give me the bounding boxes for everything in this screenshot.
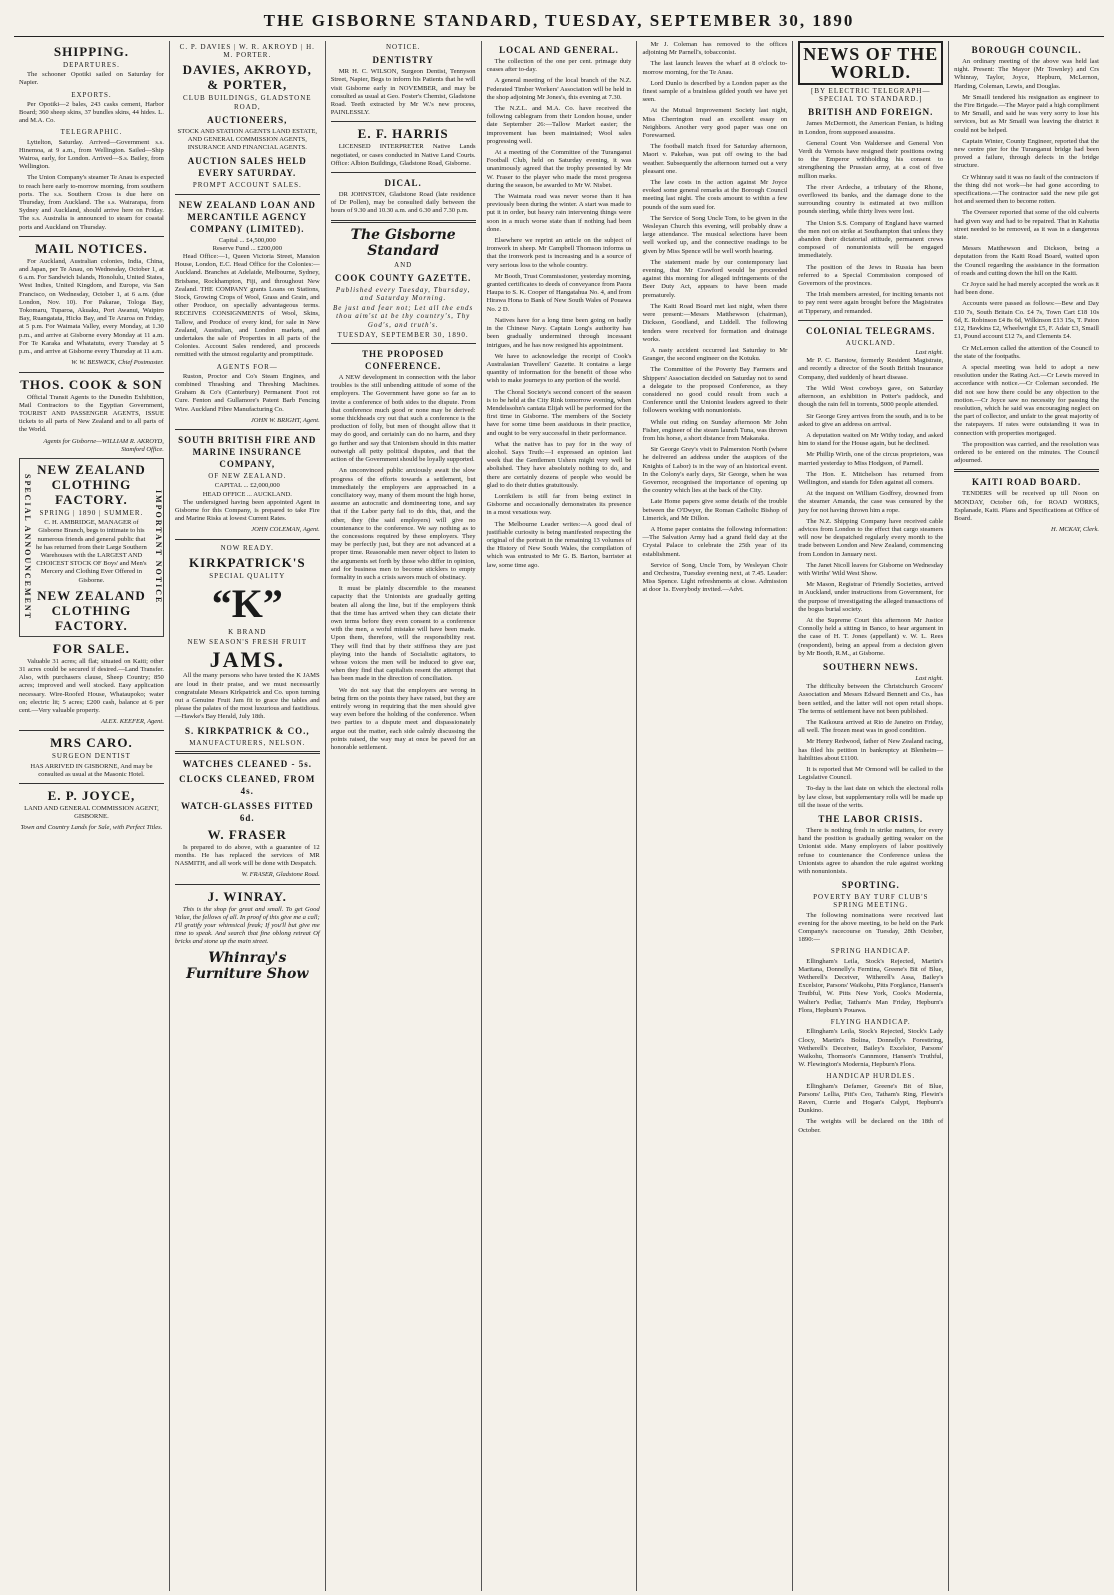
joyce-footer: Town and Country Lands for Sale, with Perfect Titles.	[20, 824, 163, 832]
bf-item-4: The Union S.S. Company of England have warned the men not on strike at Southampton that unless they abandon their dictatorial attitude, permanent crews composed of nonunionists will be engaged immediately.	[798, 219, 944, 260]
bc-item-3: Captain Winter, County Engineer, reported that the new centre pier for the Turanganui bridge had been proved a failure, through defects in the bridge structure.	[954, 137, 1100, 170]
nzloan-heading: NEW ZEALAND LOAN AND MERCANTILE AGENCY COMPANY (LIMITED).	[178, 199, 316, 234]
agents-text: Ruston, Proctor and Co's Steam Engines, and combined Thrashing and Threshing Machines. Graham & Co's (Canterbury) Permanent Foot rot Cure. Fenton and Gullamore's Patent Barb Fencing Wire. Auckland Fibre Manufacturing Co.	[174, 372, 320, 413]
forsale-signature: ALEX. KEEFER, Agent.	[100, 718, 164, 726]
sbfire-subheading: OF NEW ZEALAND.	[208, 472, 287, 481]
clothing-advert	[19, 458, 164, 637]
local-item-5: The Waimata road was never worse than it has previously been during the winter. A start was made to put it in order, but heavy rain intervening things were soon in a much worse state than if nothing had been done.	[486, 193, 632, 233]
dentistry-heading: DENTISTRY	[372, 55, 434, 66]
caro-text: HAS ARRIVED IN GISBORNE, And may be consulted as usual at the Masonic Hotel.	[30, 762, 153, 778]
local-item-7: Mr Booth, Trust Commissioner, yesterday morning, granted certificates to deeds of conveyance from Paora Haupa to S. K. Cooper of Hangatahua No. 4, and from Hirawa Hona to Bank of New South Wales of Pouawa No. 2 D.	[486, 272, 632, 313]
column-6	[793, 41, 949, 1591]
cook-text: Official Transit Agents to the Dunedin Exhibition, Mail Contractors to the Egyptian Government, TOURIST AND PASSENGER AGENTS, ISSUE tickets to all parts of New Zealand and to all parts of the World.	[19, 393, 164, 434]
local-item-2: A general meeting of the local branch of the N.Z. Federated Timber Workers' Association will be held in the shop adjoining Mr Jones's, this evening at 7.30.	[486, 77, 632, 101]
column-1	[14, 41, 170, 1591]
johnston-text: DR JOHNSTON, Gladstone Road (late residence of Dr Pollen), may be consulted daily between the hours of 9.30 and 10.30 a.m. and 6.30 and 7.30 p.m.	[330, 191, 476, 215]
local-item-13: The Melbourne Leader writes:—A good deal of justifiable curiosity is being manifested respecting the original of the portrait in the remaining 13 volumes of the History of New South Wales, the compilation of which was entrusted to Mr G. B. Barton, barrister at law, some time ago.	[486, 520, 632, 569]
mail-heading: MAIL NOTICES.	[35, 240, 148, 256]
british-foreign-heading: BRITISH AND FOREIGN.	[808, 107, 934, 118]
hurdles-heading: HANDICAP HURDLES.	[826, 1072, 916, 1081]
watches-line-3: WATCH-GLASSES FITTED 6d.	[180, 800, 314, 823]
sn-item-4: It is reported that Mr Ormond will be called to the Legislative Council.	[798, 766, 944, 782]
local-item-22: The Kaiti Road Board met last night, when there were present:—Messrs Matthewson (chairman), Dickson, Goodland, and Liddell. The following tenders were received for formation and drainage works.	[642, 302, 788, 343]
column-2	[170, 41, 326, 1591]
column-5	[637, 41, 793, 1591]
sn-item-2: The Kaikoura arrived at Rio de Janeiro on Friday, all well. The frozen meat was in good condition.	[798, 719, 944, 735]
paper-date: TUESDAY, SEPTEMBER 30, 1890.	[337, 330, 469, 339]
paper-subtitle: COOK COUNTY GAZETTE.	[334, 272, 472, 283]
clothing-text: C. H. AMBRIDGE, MANAGER of Gisborne Branch, begs to intimate to his numerous friends and general public that he has returned from their Large Southern Warehouses with the LARGEST AND CHOICEST STOCK OF Boys' and Men's Mercery and Clothing Ever Offered in Gisborne.	[36, 519, 147, 584]
sporting-subheading: POVERTY BAY TURF CLUB'S SPRING MEETING.	[813, 893, 929, 910]
local-item-15: The last launch leaves the wharf at 8 o'clock to-morrow morning, for the Te Anau.	[642, 60, 788, 76]
bc-item-8: Accounts were passed as follows:—Bew and Day £10 7s, South Britain Co. £4 7s, Town Cart £18 10s 6d, E. Robinson £4 8s 6d, Wilkinson £13 15s, T. Paton £12, Hawkins £2, Wheelwright £5, F. Adair £3, Smaill £1, Pound account £12 7s, and Clements £4.	[954, 300, 1100, 341]
sn-item-5: To-day is the last date on which the electoral rolls by law close, but supplementary rolls will be made up till the issue of the writs.	[798, 785, 944, 809]
conference-text-2: An unconvinced public anxiously await the slow progress of the efforts towards a settlement, but immediately the employers are approached in a conciliatory way, many of them mount the high horse, assume an autocratic and domineering tone, and say that if the Labor party fail to do this, that, and the other, they (the said employers) will give no countenance to the conference. We say nothing as to the concessions required by these employers. They may be perfectly just, but they are not advanced at a proper time. Reasonable men never object to listen to the arguments set forth by those who differ in opinion, and for business men to become sticklers to empty formality in such a crisis savors much of obstinacy.	[330, 467, 476, 581]
nzloan-text: Head Office:—1, Queen Victoria Street, Mansion House, London, E.C. Head Office for the Colonies:—Auckland. Branches at Adelaide, Melbourne, Sydney, Brisbane, Rockhampton, Fiji, and throughout New Zealand. THE COMPANY grants Loans on Stations, Stock, Growing Crops of Wool, Grass and Grain, and other Produce, on specially advantageous terms. RECEIVES CONSIGNMENTS of Wool, Skins, Tallow, and Produce of every kind, for sale in New Zealand, Australian, and London markets, and undertakes the sale of Properties in all parts of the Colonies. Account Sales rendered, and proceeds remitted with the utmost regularity and promptitude.	[174, 253, 320, 359]
bf-item-3: The river Ardeche, a tributary of the Rhone, overflowed its banks, and the damage done to the surrounding country is estimated at two million pounds sterling, while thirty lives were lost.	[798, 183, 944, 216]
dentistry-text: MR H. C. WILSON, Surgeon Dentist, Tennyson Street, Napier, Begs to inform his Patients that he will visit Gisborne early in NOVEMBER, and may be consulted as usual at Geo. Foster's Chemist, Gladstone Road. Teeth extracted by Mr W.'s new process, PAINLESSLY.	[330, 68, 476, 117]
conference-heading: THE PROPOSED CONFERENCE.	[362, 349, 445, 372]
column-4	[482, 41, 638, 1591]
local-item-16: Lord Dunlo is described by a London paper as the finest sample of a brainless gilded youth we have yet seen.	[642, 79, 788, 104]
ct-item-1: Mr P. C. Barstow, formerly Resident Magistrate, and recently a director of the South British Insurance Company, died suddenly of heart disease.	[798, 357, 944, 381]
ct-item-5: Mr Phillip Wirth, one of the circus proprietors, was married yesterday to Miss Hodgson, of Parnell.	[798, 451, 944, 467]
firm-address: CLUB BUILDINGS, GLADSTONE ROAD,	[183, 94, 312, 111]
bc-item-5: The Overseer reported that some of the old culverts had given way and had to be repaired. That in Kahutia street needed to be removed, as it was in a dangerous state.	[954, 209, 1100, 242]
kirk-season: NEW SEASON'S FRESH FRUIT	[187, 638, 308, 647]
local-item-20: The Service of Song Uncle Tom, to be given in the Wesleyan Church this evening, will probably draw a large attendance. The musical selections have been well worked up, and the connective readings to be given by Miss Spence will be well worth hearing.	[642, 214, 788, 255]
local-item-21: The statement made by our contemporary last evening, that Mr Crawford would be proceeded against this morning for alleged infringements of the Beer Duty Act, appears to have been made prematurely.	[642, 258, 788, 299]
auctioneers-heading: AUCTIONEERS,	[207, 114, 288, 125]
agents-heading: AGENTS FOR—	[216, 362, 278, 371]
paper-title: The Gisborne Standard	[350, 226, 456, 259]
local-item-9: We have to acknowledge the receipt of Cook's Australasian Travellers' Gazette. It contains a large quantity of information for the benefit of those who wish to make journeys to any portion of the world.	[486, 352, 632, 385]
bc-item-1: An ordinary meeting of the above was held last night. Present: The Mayor (Mr Townley) and Crs Whinray, Taylor, Joyce, Hepburn, McLernon, Harding, Coleman, Lewis, and Douglas.	[954, 58, 1100, 90]
cook-signature: Agents for Gisborne—WILLIAM R. AKROYD, Stamford Office.	[43, 437, 164, 453]
ct-item-7: At the inquest on William Godfrey, drowned from the steamer Amanda, the case was censured by the jury for not having thrown him a rope.	[798, 490, 944, 514]
kaiti-road-board-text: TENDERS will be received up till Noon on MONDAY, October 6th, for ROAD WORKS, Esplanade, Kaiti. Plans and Specifications at Office of Board.	[954, 490, 1100, 522]
conference-text-3: It must be plainly discernible to the meanest capacity that the Unionists are gradually getting beaten all along the line, but if the employers think that the time has arrived when they can dictate their own terms before they even consent to a conference with the men, a woful mistake will have been made. Upon them, therefore, will the responsibility rest. They will find that by their stiffness they are just playing into the hands of Socialistic agitators, to whose voices the men will be induced to give ear, when they find that capitalists resent the attempt that has been made in the direction of conciliation.	[330, 585, 476, 683]
firm-partners: C. P. DAVIES | W. R. AKROYD | H. M. PORTER.	[179, 43, 315, 60]
sporting-heading: SPORTING.	[841, 880, 900, 891]
forsale-heading: FOR SALE.	[52, 640, 130, 656]
notice-heading: NOTICE.	[385, 43, 421, 51]
spring-handicap-heading: SPRING HANDICAP.	[830, 947, 911, 956]
local-item-26: Sir George Grey's visit to Palmerston North (where he delivered an address under the auspices of the Knights of Labor) is in the way of an historical event. In the Colony's early days, Sir George, when he was Governor, recognised the importance of opening up the country which lies at the back of the City.	[642, 446, 788, 495]
prompt-sales: PROMPT ACCOUNT SALES.	[192, 181, 302, 190]
colonial-telegrams-heading: COLONIAL TELEGRAMS.	[806, 325, 936, 336]
shipping-heading: SHIPPING.	[53, 44, 129, 59]
sn-item-3: Mr Henry Redwood, father of New Zealand racing, has filed his petition in bankruptcy at Blenheim—liabilities about £1100.	[798, 738, 944, 762]
ct-item-2: The Wild West cowboys gave, on Saturday afternoon, an exhibition in Potter's paddock, and though the rain fell in torrents, 5000 people attended.	[798, 384, 944, 409]
local-item-17: At the Mutual Improvement Society last night, Miss Cherrington read an excellent essay on Neighbors. Another very good paper was one on Forewarned.	[642, 107, 788, 140]
bf-item-1: James McDermott, the American Fenian, is hiding in London, from supposed assassins.	[798, 120, 944, 136]
winray-heading: J. WINRAY.	[207, 888, 287, 904]
now-ready: NOW READY.	[220, 543, 274, 552]
local-item-29: Service of Song, Uncle Tom, by Wesleyan Choir and Orchestra, Tuesday evening next, at 7.45. Leader: Miss Spence. Light refreshments at close. Admission at door 1s. Everybody invited.—Advt.	[642, 561, 788, 594]
local-heading: LOCAL AND GENERAL.	[499, 45, 619, 55]
nzloan-capital: Capital ... £4,500,000	[218, 236, 276, 244]
sbfire-capital: CAPITAL ... £2,000,000	[214, 482, 280, 490]
sporting-text-2: Ellingham's Leila, Stock's Rejected, Martin's Maritana, Donnelly's Ferntina, Greene's Bit of Blue, Wetherell's Deceiver, Witherell's Assa, Bailey's Excelsior, Parsons' Waikohu, Pitts Forglance, Hansen's Trutbful, W. Pitts New York, Cook's Modernia, Walter's Pedlar, Tatham's Man Friday, Hepburn's Flora, Hepburn's Pouawa.	[798, 957, 944, 1014]
local-item-14: Mr J. Coleman has removed to the offices adjoining Mr Parnell's, tobacconist.	[642, 41, 788, 57]
clothing-side-right: IMPORTANT NOTICE	[153, 490, 163, 605]
local-item-19: The law costs in the action against Mr Joyce evoked some general remarks at the Borough Council meeting last night. The costs amount to within a few pounds of the sum sued for.	[642, 179, 788, 211]
sbfire-office: HEAD OFFICE ... AUCKLAND.	[202, 490, 292, 498]
local-item-18: The football match fixed for Saturday afternoon, Maori v. Pakehas, was put off owing to the bad weather. Subsequently the afternoon turned out a very pleasant one.	[642, 143, 788, 175]
sporting-text-1: The following nominations were received last evening for the above meeting, to be held on the Park Company's racecourse on Tuesday, 28th October, 1890:—	[798, 911, 944, 944]
kirk-brand: K BRAND	[228, 627, 267, 636]
fraser-text: Is prepared to do above, with a guarantee of 12 months. He has replaced the services of MR NASMITH, and all work will be done with Despatch.	[174, 843, 320, 868]
exports-text: Per Opotiki—2 bales, 243 casks cement, Harbor Board; 360 sheep skins, 37 bundles skins, 44 hides. L. and M.A. Co.	[19, 100, 164, 125]
caro-subheading: SURGEON DENTIST	[51, 752, 131, 761]
local-item-4: At a meeting of the Committee of the Turanganui Football Club, held on Saturday evening, it was unanimously agreed that the trophy presented by Mr W. Fraser to the player who made the most progress during the season, be awarded to Mr W. Nisbet.	[486, 149, 632, 189]
bc-item-10: A special meeting was held to adopt a new resolution under the Rating Act.—Cr Lewis moved in accordance with notice.—Cr Coleman seconded. He did not see how there could be any objection to the motion.—Cr Joyce saw no necessity for passing the resolution, which he said was encouraging neglect on the part of collector, and unfair to the great majority of the ratepayers. If rates were outstanding it was in connection with properties mortgaged.	[954, 363, 1100, 437]
auction-days: AUCTION SALES HELD EVERY SATURDAY.	[187, 156, 307, 179]
southern-news-heading: SOUTHERN NEWS.	[822, 661, 919, 672]
local-item-25: While out riding on Sunday afternoon Mr John Fisher, engineer of the steam launch Tuna, was thrown from his horse, a short distance from Makaraka.	[642, 418, 788, 442]
local-item-8: Natives have for a long time been going on badly in the Chinese Navy. Captain Long's authority has been gradually undermined through incessant intrigues, and he has now resigned his appointment.	[486, 316, 632, 349]
local-item-24: The Committee of the Poverty Bay Farmers and Shippers' Association decided on Saturday not to send a delegate to the proposed Conference, as they considered no good could result from such a Conference until the Unionist leaders agreed to their followers working with nonunionists.	[642, 366, 788, 415]
clothing-side-left: SPECIAL ANNOUNCEMENT	[23, 474, 32, 621]
winray-footer: Whinray's Furniture Show	[186, 949, 309, 982]
labor-crisis-text: There is nothing fresh in strike matters, for every hand the position is gradually getting weaker on the Unionist side. Many employers of labor positively refuse to countenance the Conference unless the Unionists agree to abandon the rule against working with nonunionists.	[798, 827, 944, 876]
agents-signature: JOHN W. BRIGHT, Agent.	[250, 416, 320, 424]
winray-text: This is the shop for great and small. To get Good Value, the fellows of all. In proof of this give me a call; I'll gratify your whimsical freak; If you'll but give me time to speak. And search that fine oblong retreat Of bricks and stone up the main street.	[174, 905, 320, 946]
exports-heading: EXPORTS.	[71, 90, 112, 99]
sbfire-signature: JOHN COLEMAN, Agent.	[251, 526, 320, 534]
forsale-text: Valuable 31 acres; all flat; situated on Kaiti; other 31 acres could be secured if desired.—Land Transfer. Also, with purchasers clause, Sheep Country; 850 acres; improved and well stocked. Easy application necessary. Wire-Roofed House, Whataupoko; water on; electric lit; 5 acres; £200 cash, balance at 6 per cent.—Very valuable property.	[19, 657, 164, 714]
mail-text: For Auckland, Australian colonies, India, China, and Japan, per Te Anau, on Wednesday, October 1, at 6 a.m. For Sandwich Islands, Honolulu, United States, West Indies, United Kingdom, and Europe, via San Francisco, on Wednesday, October 1, at 6 a.m. (due London, Nov. 10). For Pakarae, Tologa Bay, Tokomaru, Tuparoa, Akuaku, Port Awanui, Waipiro Bay, Ruangatata, Hicks Bay, and Te Araroa on Friday, at 5 p.m. For Waimata Valley, every Monday, at 1.30 p.m., and arrive at Gisborne every Monday at 11 a.m. For Te Karaka and Whatatutu, every Tuesday at 5 p.m., and arrive at Gisborne every Thursday at 11 a.m.	[19, 257, 164, 356]
local-item-27: Late Home papers give some details of the trouble between the O'Dwyer, the Roman Catholic Bishop of Limerick, and Mr Dillon.	[642, 498, 788, 522]
local-item-3: The N.Z.L. and M.A. Co. have received the following cablegram from their London house, under date September 26:—Tallow Market easier; the improvement has been maintained; Wool sales progressing well.	[486, 105, 632, 145]
union-text: The Union Company's steamer Te Anau is expected to reach here early to-morrow morning, from southern ports. The s.s. Southern Cross is due here on Thursday, from Auckland. The s.s. Wairarapa, from Sydney and Auckland, should arrive here on Friday. The s.s. Australia is announced to steam for coastal ports and Auckland on Thursday.	[19, 174, 164, 231]
kaiti-road-board-heading: KAITI ROAD BOARD.	[971, 477, 1082, 488]
sbfire-text: The undersigned having been appointed Agent in Gisborne for this Company, is prepared to take Fire and Marine Risks at lowest Current Rates.	[174, 498, 320, 523]
sn-item-1: The difficulty between the Christchurch Grocers' Association and Messrs Edward Bennett and Co., has been settled, and the latter will not open retail shops. The terms of settlement have not been published.	[798, 683, 944, 715]
mail-signature: W. W. BESWICK, Chief Postmaster.	[71, 359, 164, 367]
telegraphic-text: Lyttelton, Saturday. Arrived—Government s.s. Hinemoa, at 9 a.m., from Wellington. Sailed—Ship Wairoa, early, for London. Arrived—S.s. Bailey, from Wellington.	[19, 138, 164, 171]
sporting-text-4: Ellingham's Defamer, Greene's Bit of Blue, Parsons' Lellia, Pitt's Ceo, Tatham's Ring, Flewin's Raven, Currie and Hogan's Calypt, Hepburn's Dunkino.	[798, 1082, 944, 1115]
firm-name: DAVIES, AKROYD, & PORTER,	[182, 62, 312, 93]
kirk-heading: KIRKPATRICK'S	[189, 554, 306, 570]
kirk-firm-sub: MANUFACTURERS, NELSON.	[189, 738, 306, 747]
local-item-1: The collection of the one per cent. primage duty ceases after to-day.	[486, 58, 632, 74]
local-item-28: A Home paper contains the following information:—The Salvation Army had a grand field day at the Crystal Palace to celebrate the 25th year of its establishment.	[642, 525, 788, 558]
bf-item-5: The position of the Jews in Russia has been referred to a Special Commission composed of Governors of the provinces.	[798, 263, 944, 288]
ct-item-3: Sir George Grey arrives from the south, and is to be asked to give an address on arrival.	[798, 412, 944, 428]
kirk-text: All the many persons who have tested the K JAMS are loud in their praise, and we must necessarily congratulate Messrs Kirkpatrick and Co. upon turning out a Genuine Fruit Jam fit to grace the tables and please the palates of the most luxurious and fastidious.—Hawke's Bay Herald, July 18th.	[174, 672, 320, 721]
local-item-11: What the native has to pay for in the way of alcohol. Says Truth:—I expressed an opinion last week that the Gentlemen Ushers might very well be abolished. They have absolutely nothing to do, and there are certainly dozens of people who would be glad to do their duties gratuitously.	[486, 440, 632, 489]
news-of-the-world-heading: NEWS OF THE WORLD.	[798, 41, 943, 85]
clothing-season: SPRING | 1890 | SUMMER.	[39, 508, 144, 517]
ct-item-4: A deputation waited on Mr Withy today, and asked him to stand for the House again, but he declined.	[798, 431, 944, 448]
watches-line-1: WATCHES CLEANED - 5s.	[182, 758, 312, 769]
bf-item-2: General Count Von Waldersee and General Von Verdi du Vernois have resigned their positions owing to the Emperor withholding his consent to strengthening the Prussian army, at a cost of five million marks.	[798, 139, 944, 180]
departures-text: The schooner Opotiki sailed on Saturday for Napier.	[19, 71, 164, 87]
kirk-firm: S. KIRKPATRICK & CO.,	[184, 725, 310, 736]
local-item-10: The Choral Society's second concert of the season is to be held at the City Rink tomorrow evening, when Mendelssohn's cantata Elijah will be performed for the first time in Gisborne. The members of the Society have for some time been assiduous in their practice, and ought to be very successful in their performance.	[486, 388, 632, 437]
ct-item-9: The Janet Nicoll leaves for Gisborne on Wednesday with Wirths' Wild West Show.	[798, 561, 944, 577]
cook-heading: THOS. COOK & SON	[20, 376, 163, 392]
harris-heading: E. F. HARRIS	[357, 126, 449, 142]
departures-heading: DEPARTURES.	[63, 61, 120, 69]
firm-text: STOCK AND STATION AGENTS LAND ESTATE, AND GENERAL COMMISSION AGENTS, INSURANCE AND FINANCIAL AGENTS.	[177, 127, 318, 152]
masthead: THE GISBORNE STANDARD, TUESDAY, SEPTEMBER 30, 1890	[14, 6, 1104, 37]
paper-publication: Published every Tuesday, Thursday, and Saturday Morning.	[335, 285, 471, 303]
clothing-footer: NEW ZEALAND CLOTHING FACTORY.	[37, 587, 146, 633]
paper-motto: Be just and fear not; Let all the ends thou aim'st at be thy country's, Thy God's, and truth's.	[333, 304, 474, 329]
ct-item-6: The Hon. E. Mitchelson has returned from Wellington, and stands for Eden against all comers.	[798, 470, 944, 486]
fraser-heading: W. FRASER	[207, 826, 287, 842]
local-item-12: Lorrikilem is still far from being extinct in Gisborne and occasionally demonstrates its presence in a most vexatious way.	[486, 492, 632, 517]
bc-item-9: Cr McLernon called the attention of the Council to the state of the footpaths.	[954, 344, 1100, 360]
labor-crisis-heading: THE LABOR CRISIS.	[818, 814, 924, 825]
column-7	[949, 41, 1104, 1591]
ct-item-10: Mr Mason, Registrar of Friendly Societies, arrived in Auckland, under instructions from Government, for the purpose of investigating the alleged transactions of the bogus burial society.	[798, 581, 944, 613]
kirk-k-logo: “K”	[211, 580, 283, 626]
ct-item-8: The N.Z. Shipping Company have received cable advices from London to the effect that cargo steamers will now be despatched regularly every month to the trade between London and New Zealand, commencing from London in January next.	[798, 517, 944, 558]
sn-dateline: Last night.	[915, 674, 944, 682]
telegraphic-heading: TELEGRAPHIC.	[60, 128, 123, 137]
bc-item-11: The proposition was carried, and the resolution was ordered to be entered on the minutes. The Council adjourned.	[954, 440, 1100, 465]
joyce-text: LAND AND GENERAL COMMISSION AGENT, GISBORNE.	[24, 804, 159, 821]
sporting-text-5: The weights will be declared on the 18th of October.	[798, 1118, 944, 1134]
dical-heading: DICAL.	[384, 178, 422, 189]
fraser-signature: W. FRASER, Gladstone Road.	[241, 871, 320, 879]
bc-item-4: Cr Whinray said it was no fault of the contractors if the thing did not work—he had gone according to specifications.—The contractor said the new pile got hot and seemed then to become rotten.	[954, 173, 1100, 206]
harris-text: LICENSED INTERPRETER Native Lands negotiated, or cases conducted in Native Land Courts. Office: Albion Buildings, Gladstone Road, Gisborne.	[330, 143, 476, 167]
ct-dateline: Last night.	[915, 349, 944, 357]
watches-line-2: CLOCKS CLEANED, FROM 4s.	[179, 773, 316, 796]
columns	[14, 41, 1104, 1591]
bc-item-6: Messrs Matthewson and Dickson, being a deputation from the Kaiti Road Board, waited upon the Council regarding the assistance in the formation of roads and cutting down the hill on the Kaiti.	[954, 245, 1100, 277]
sporting-text-3: Ellingham's Leila, Stock's Rejected, Stock's Lady Clocy, Martin's Bolina, Donnelly's Forestiring, Wetherell's Deceiver, Bailey's Excelsior, Parsons' Waikohu, Thomson's Cannmore, Hansen's Truthful, W. Flewington's Modernia, Hepburn's Flora.	[798, 1028, 944, 1069]
column-3	[326, 41, 482, 1591]
conference-text-4: We do not say that the employers are wrong in being firm on the points they have raised, but they are entirely wrong in requiring that the men should give way even before the holding of the conference. When two parties to a dispute meet and dispassionately argue out the matter, each side calmly discussing the points raised, the way may at once be paved for an honorable settlement.	[330, 686, 476, 751]
local-item-6: Elsewhere we reprint an article on the subject of ironwork in sheep. Mr Campbell Thomson informs us that the ironwork pest is increasing and is a source of very serious loss to the whole country.	[486, 237, 632, 269]
bf-item-6: The Irish members arrested, for inciting tenants not to pay rent were again brought before the Magistrates at Tipperary, and remanded.	[798, 291, 944, 315]
bc-item-7: Cr Joyce said he had merely accepted the work as it had been done.	[954, 281, 1100, 297]
joyce-heading: E. P. JOYCE,	[47, 787, 136, 803]
kirk-special: SPECIAL QUALITY	[209, 571, 286, 580]
news-subheading: [BY ELECTRIC TELEGRAPH—SPECIAL TO STANDARD.]	[811, 87, 931, 104]
nzloan-reserve: Reserve Fund ... £200,000	[212, 244, 282, 252]
flying-handicap-heading: FLYING HANDICAP.	[830, 1018, 911, 1027]
clothing-heading: NEW ZEALAND CLOTHING FACTORY.	[37, 461, 146, 507]
local-item-23: A nasty accident occurred last Saturday to Mr Granger, the second engineer on the Kotuku.	[642, 346, 788, 363]
auckland-heading: AUCKLAND.	[845, 338, 896, 347]
ct-item-11: At the Supreme Court this afternoon Mr Justice Connolly held a sitting in Banco, to hear argument in the case of H. T. Jones (appellant) v. W. L. Rees (respondent), being an appeal from a decision given by Mr Booth, R.M., at Gisborne.	[798, 616, 944, 657]
caro-heading: MRS CARO.	[50, 735, 133, 751]
paper-and: AND	[394, 260, 413, 269]
conference-text-1: A NEW development in connection with the labor troubles is the still unbending attitude of some of the employers. The Government have gone so far as to invite a conference of both sides to the dispute. From that conference much good or none may be derived: some thickheads cry out that such a conference is the production of folly, but men of thought allow that it may do good, and certainly can do no harm, and they go further and say that Unionism should in this matter outweigh all petty political disputes, and that the action of the Government should be loyally supported.	[330, 374, 476, 464]
kaiti-road-board-signature: H. MCKAY, Clerk.	[1051, 526, 1100, 534]
borough-council-heading: BOROUGH COUNCIL.	[971, 45, 1082, 55]
bc-item-2: Mr Smaill tendered his resignation as engineer to the Fire Brigade.—The Mayor paid a high compliment to Mr Smaill, and said he was very sorry to lose his services, but as Mr Smaill was leaving the district it could not be helped.	[954, 93, 1100, 134]
kirk-jams: JAMS.	[209, 647, 285, 673]
sbfire-heading: SOUTH BRITISH FIRE AND MARINE INSURANCE COMPANY,	[178, 435, 317, 470]
